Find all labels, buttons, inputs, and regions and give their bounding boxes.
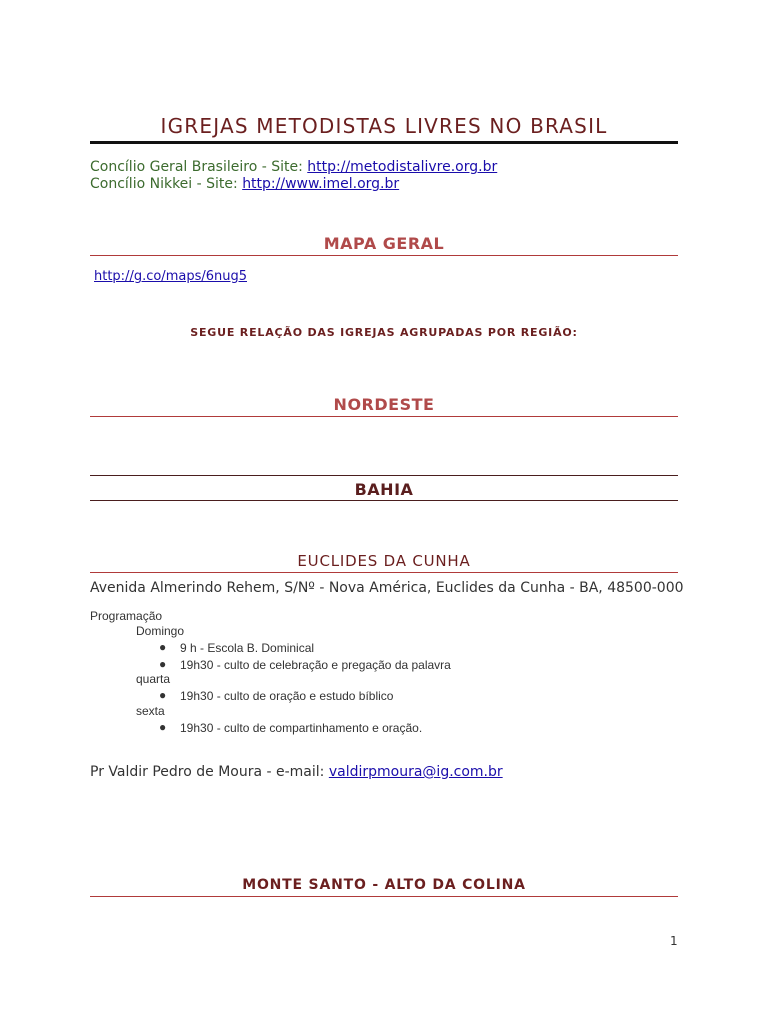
concilio-geral-line	[90, 159, 497, 176]
mapa-link-line	[94, 269, 247, 284]
document-title: IGREJAS METODISTAS LIVRES NO BRASIL	[160, 114, 608, 138]
day-label-domingo: Domingo	[136, 624, 185, 638]
bullet-icon: ●	[159, 640, 167, 654]
concilio-nikkei-label: Concílio Nikkei - Site:	[90, 176, 243, 192]
region-rule	[90, 416, 678, 417]
concilio-nikkei-link[interactable]: http://www.imel.org.br	[242, 176, 400, 192]
region-heading: NORDESTE	[333, 395, 435, 414]
state-rule-top	[90, 475, 678, 476]
state-rule-bottom	[90, 500, 678, 501]
list-item: ● 19h30 - culto de compartinhamento e oração.	[159, 720, 423, 735]
page-number: 1	[670, 934, 678, 948]
mapa-geral-rule	[90, 255, 678, 256]
pastor-contact	[90, 764, 503, 780]
title-rule	[90, 141, 678, 144]
intro-text: SEGUE RELAÇÃO DAS IGREJAS AGRUPADAS POR REGIÃO:	[190, 326, 578, 339]
day-label-sexta: sexta	[136, 704, 165, 718]
day-label-quarta: quarta	[136, 672, 171, 686]
concilio-nikkei-line	[90, 176, 399, 193]
program-label: Programação	[90, 609, 163, 623]
church-heading: EUCLIDES DA CUNHA	[297, 552, 471, 570]
next-church-rule	[90, 896, 678, 897]
list-item: ● 19h30 - culto de celebração e pregação da palavra	[159, 657, 451, 672]
bullet-icon: ●	[159, 688, 167, 702]
list-item: ● 19h30 - culto de oração e estudo bíblico	[159, 688, 394, 703]
state-heading: BAHIA	[354, 480, 414, 499]
concilio-geral-label: Concílio Geral Brasileiro - Site:	[90, 159, 308, 175]
bullet-icon: ●	[159, 720, 167, 734]
church-rule	[90, 572, 678, 573]
concilio-geral-link[interactable]: http://metodistalivre.org.br	[307, 159, 498, 175]
list-item: ● 9 h - Escola B. Dominical	[159, 640, 315, 655]
mapa-link[interactable]: http://g.co/maps/6nug5	[94, 269, 247, 284]
pastor-email-link[interactable]: valdirpmoura@ig.com.br	[328, 764, 503, 780]
church-address: Avenida Almerindo Rehem, S/Nº - Nova América, Euclides da Cunha - BA, 48500-000	[90, 580, 684, 596]
next-church-heading: MONTE SANTO - ALTO DA COLINA	[242, 877, 526, 893]
pastor-label: Pr Valdir Pedro de Moura - e-mail:	[90, 764, 329, 780]
mapa-geral-heading: MAPA GERAL	[323, 234, 445, 253]
bullet-icon: ●	[159, 657, 167, 671]
